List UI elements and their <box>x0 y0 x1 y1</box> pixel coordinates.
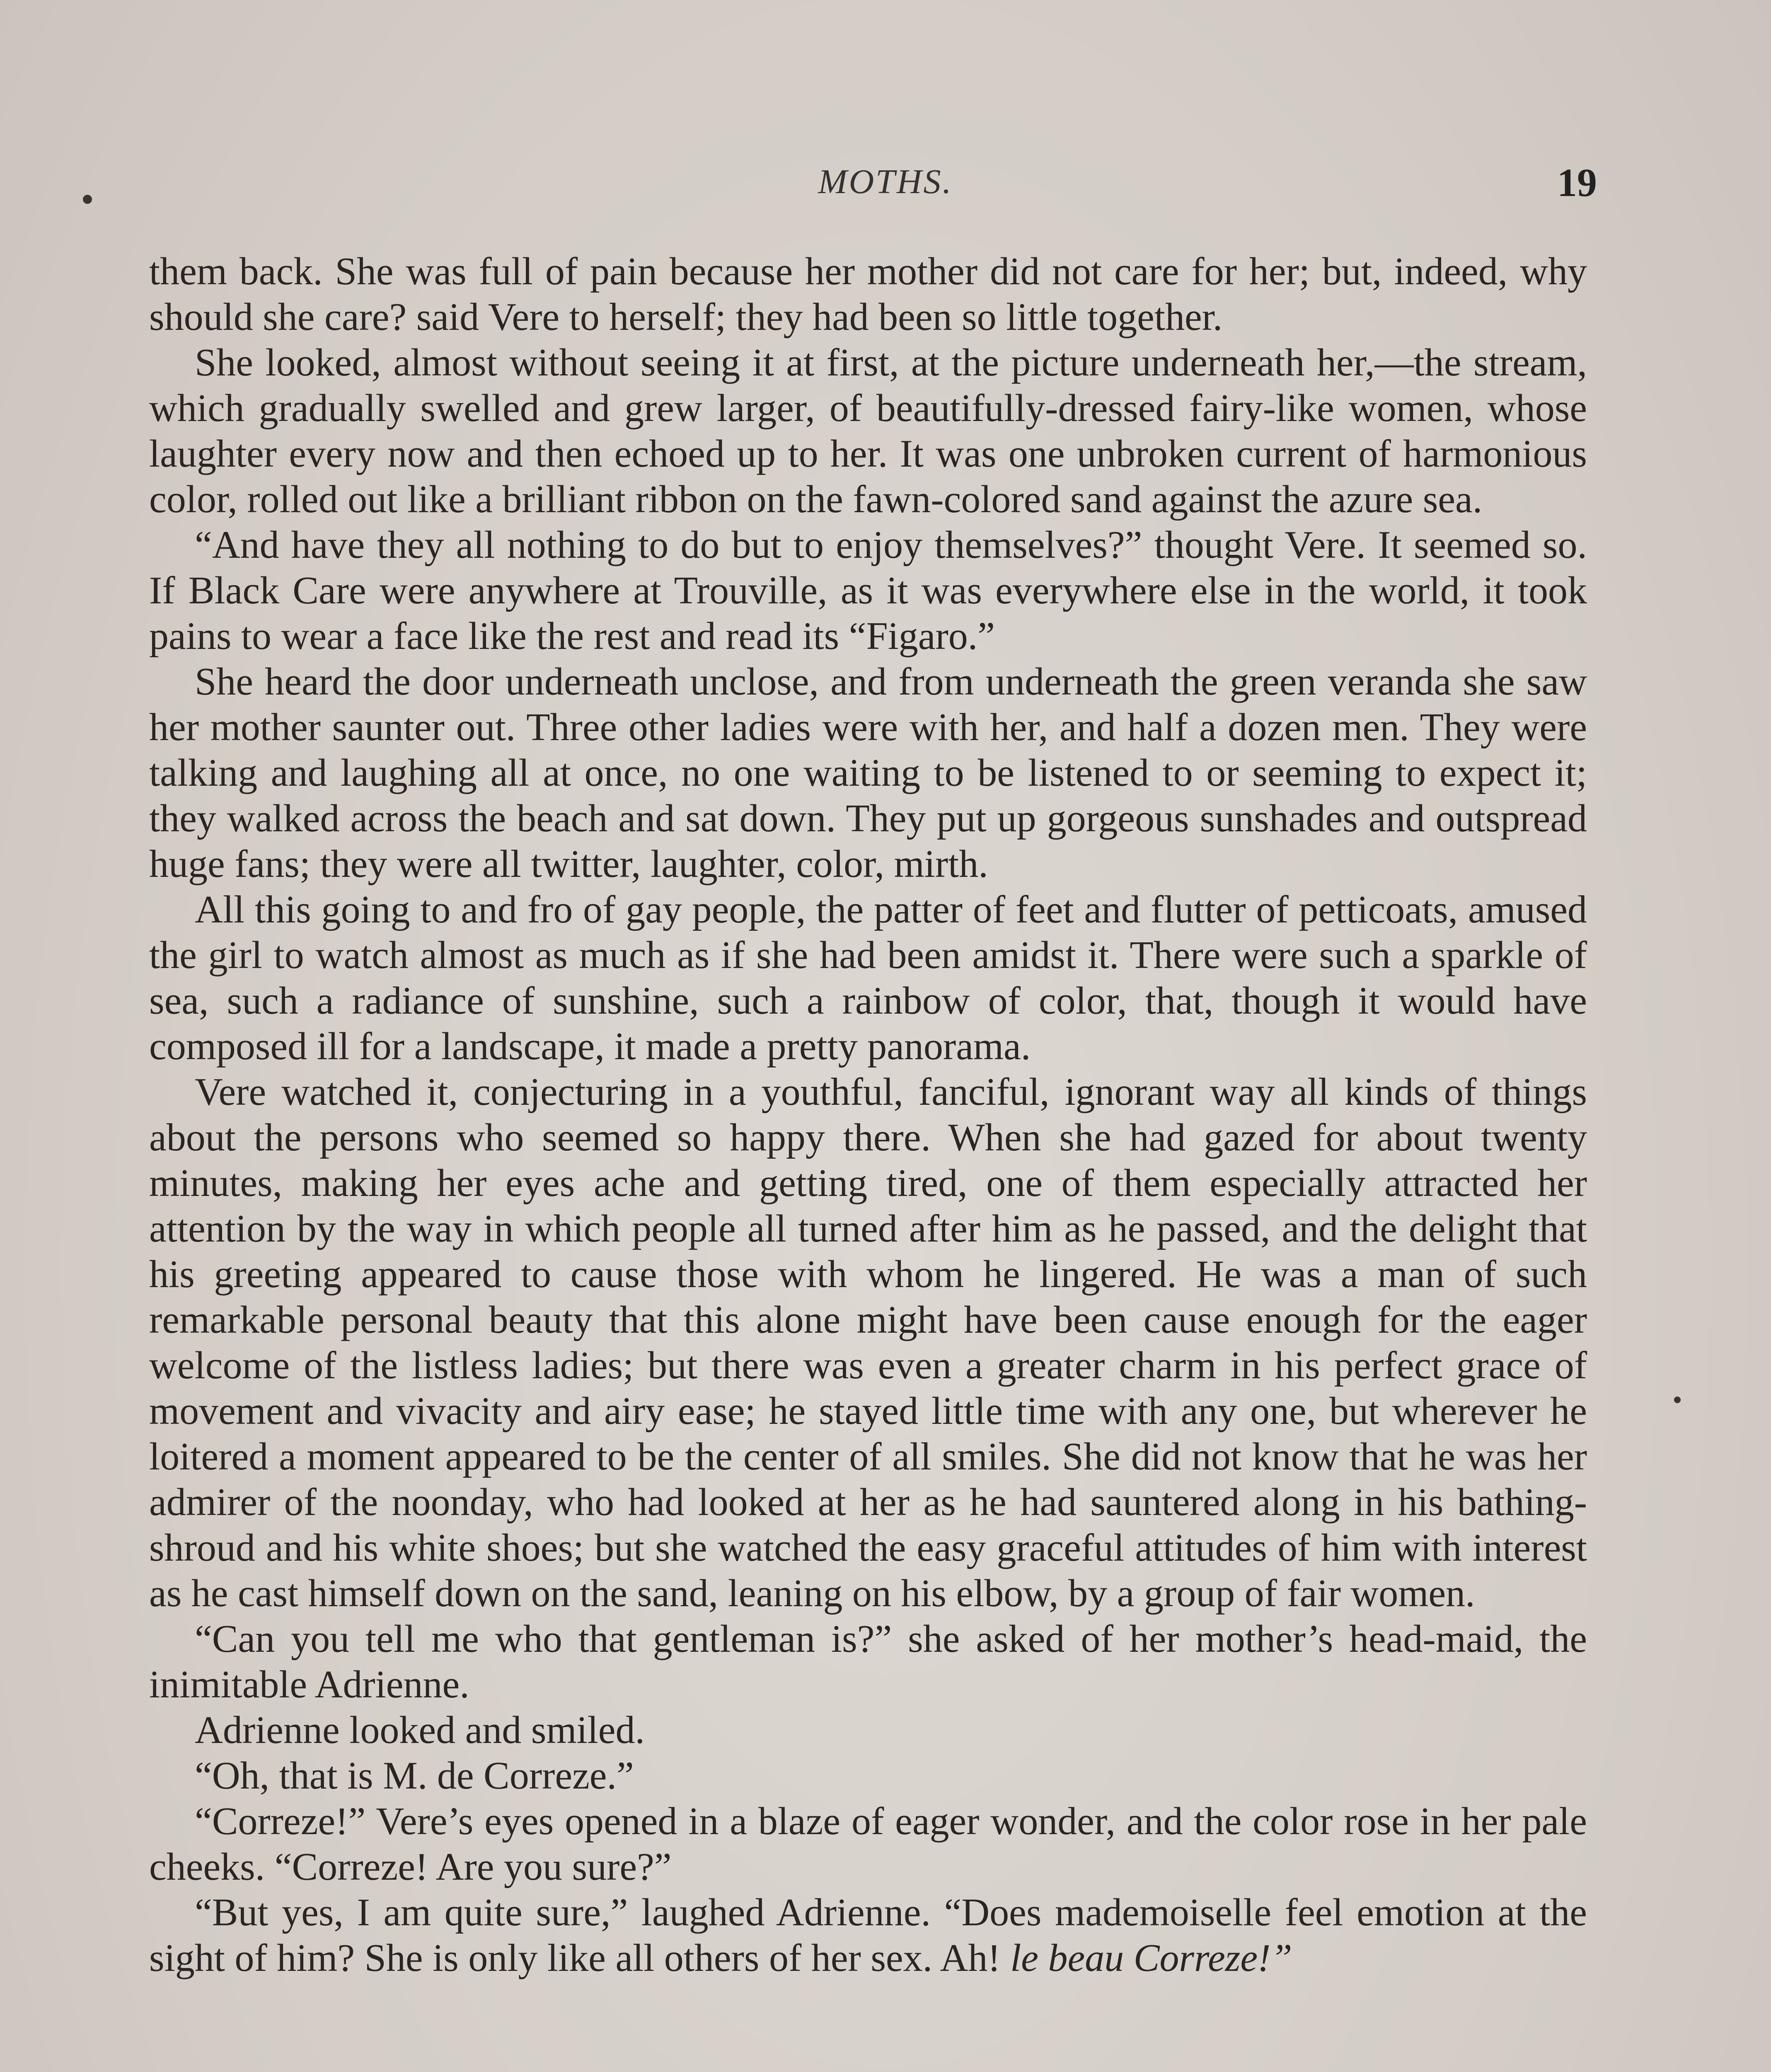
paragraph: All this going to and fro of gay people, the patter of feet and flutter of petticoats, amused the girl to watch almost as much as if she had been amidst it. There were such a sparkle of sea, such a radiance of sunshine, such a rainbow of color, that, though it would have composed ill for a landscape, it made a pretty panorama. <box>149 888 1587 1068</box>
paragraph: “Oh, that is M. de Correze.” <box>195 1754 634 1797</box>
running-title: MOTHS. <box>818 162 953 201</box>
paragraph: “Correze!” Vere’s eyes opened in a blaze of eager wonder, and the color rose in her pale cheeks. “Correze! Are you sure?” <box>149 1800 1587 1888</box>
paragraph: Vere watched it, conjecturing in a youthful, fanciful, ignorant way all kinds of things about the persons who seemed so happy there. When she had gazed for about twenty minutes, making her eyes ache and getting tired, one of them especially attracted her attention by the way in which people all turned after him as he passed, and the delight that his greeting appeared to cause those with whom he lingered. He was a man of such remarkable personal beauty that this alone might have been cause enough for the eager welcome of the listless ladies; but there was even a greater charm in his perfect grace of movement and vivacity and airy ease; he stayed little time with any one, but wherever he loitered a moment appeared to be the center of all smiles. She did not know that he was her admirer of the noonday, who had looked at her as he had sauntered along in his bathing-shroud and his white shoes; but she watched the easy graceful attitudes of him with interest as he cast himself down on the sand, leaning on his elbow, by a group of fair women. <box>149 1070 1587 1615</box>
paragraph: Adrienne looked and smiled. <box>195 1709 645 1752</box>
italic-phrase: le beau Correze!” <box>1010 1936 1292 1980</box>
paragraph: She looked, almost without seeing it at first, at the picture underneath her,—the stream, which gradually swelled and grew larger, of beautifully-dressed fairy-like women, whose laughter every now and then echoed up to her. It was one unbroken current of harmonious color, rolled out like a brilliant ribbon on the fawn-colored sand against the azure sea. <box>149 341 1587 521</box>
paragraph: “And have they all nothing to do but to enjoy themselves?” thought Vere. It seemed so. If Black Care were anywhere at Trouville, as it was everywhere else in the world, it took pains to wear a face like the rest and read its “Figaro.” <box>149 523 1587 658</box>
paragraph-last-text: “But yes, I am quite sure,” laughed Adrienne. “Does mademoiselle feel emotion at the sight of him? She is only like all others of her sex. Ah! <box>149 1891 1587 1980</box>
ink-speck <box>83 195 92 204</box>
paragraph: them back. She was full of pain because her mother did not care for her; but, indeed, why should she care? said Vere to herself; they had been so little together. <box>149 250 1587 339</box>
ink-speck <box>1674 1397 1681 1403</box>
paragraph: She heard the door underneath unclose, and from underneath the green veranda she saw her mother saunter out. Three other ladies were with her, and half a dozen men. They were talking and laughing all at once, no one waiting to be listened to or seeming to expect it; they walked across the beach and sat down. They put up gorgeous sunshades and outspread huge fans; they were all twitter, laughter, color, mirth. <box>149 660 1587 886</box>
body-text <box>149 249 1587 1981</box>
page-number: 19 <box>1557 160 1597 205</box>
paragraph: “Can you tell me who that gentleman is?” she asked of her mother’s head-maid, the inimitable Adrienne. <box>149 1617 1587 1706</box>
paragraph-last <box>149 1890 1587 1981</box>
